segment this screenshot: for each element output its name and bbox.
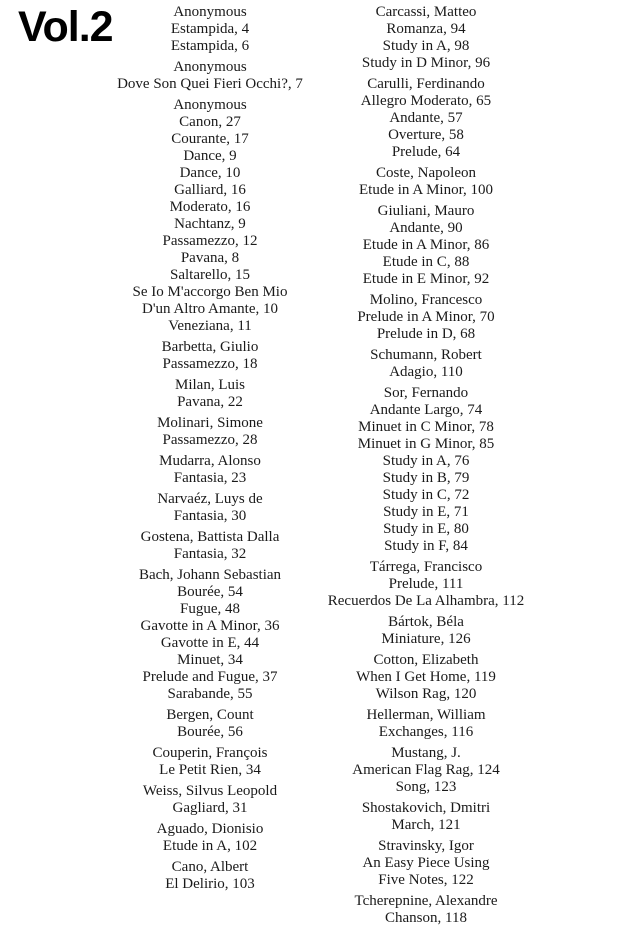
- piece-entry: Study in A, 98: [382, 38, 470, 54]
- composer-name: Mustang, J.: [391, 745, 461, 761]
- piece-entry: Etude in A, 102: [162, 838, 258, 854]
- composer-group: [105, 491, 315, 525]
- piece-entry: D'un Altro Amante, 10: [141, 301, 279, 317]
- piece-entry: Bourée, 54: [177, 584, 243, 600]
- piece-entry: Song, 123: [395, 779, 457, 795]
- piece-entry: March, 121: [391, 817, 461, 833]
- piece-entry: Fantasia, 30: [173, 508, 247, 524]
- composer-group: [105, 97, 315, 335]
- composer-name: Shostakovich, Dmitri: [361, 800, 491, 816]
- composer-group: [105, 707, 315, 741]
- piece-entry: Study in E, 71: [383, 504, 469, 520]
- composer-name: Cotton, Elizabeth: [373, 652, 479, 668]
- composer-group: [312, 385, 540, 555]
- composer-group: [312, 893, 540, 927]
- piece-entry: Study in F, 84: [384, 538, 468, 554]
- composer-name: Schumann, Robert: [370, 347, 482, 363]
- piece-entry: Prelude, 64: [391, 144, 461, 160]
- composer-name: Aguado, Dionisio: [156, 821, 264, 837]
- piece-entry: Chanson, 118: [385, 910, 467, 926]
- piece-entry: Pavana, 8: [180, 250, 240, 266]
- composer-group: [312, 800, 540, 834]
- composer-group: [105, 745, 315, 779]
- composer-name: Giuliani, Mauro: [377, 203, 475, 219]
- piece-entry: Study in D Minor, 96: [361, 55, 491, 71]
- piece-entry: Gagliard, 31: [172, 800, 248, 816]
- composer-name: Couperin, François: [152, 745, 268, 761]
- piece-entry: Le Petit Rien, 34: [159, 762, 261, 778]
- piece-entry: Study in B, 79: [382, 470, 470, 486]
- composer-group: [312, 76, 540, 161]
- composer-group: [105, 339, 315, 373]
- volume-label: Vol.2: [18, 3, 113, 51]
- composer-name: Narvaéz, Luys de: [157, 491, 263, 507]
- composer-name: Sor, Fernando: [383, 385, 469, 401]
- composer-group: [105, 4, 315, 55]
- piece-entry: Gavotte in E, 44: [160, 635, 260, 651]
- piece-entry: Canon, 27: [179, 114, 241, 130]
- composer-name: Carcassi, Matteo: [375, 4, 477, 20]
- composer-name: Bergen, Count: [166, 707, 254, 723]
- piece-entry: Etude in A Minor, 86: [362, 237, 490, 253]
- piece-entry: Minuet, 34: [177, 652, 243, 668]
- piece-entry: Exchanges, 116: [378, 724, 474, 740]
- piece-entry: Five Notes, 122: [378, 872, 474, 888]
- composer-group: [105, 567, 315, 703]
- piece-entry: Passamezzo, 28: [162, 432, 258, 448]
- composer-name: Tárrega, Francisco: [369, 559, 483, 575]
- composer-name: Molino, Francesco: [369, 292, 483, 308]
- piece-entry: Saltarello, 15: [170, 267, 250, 283]
- piece-entry: Etude in A Minor, 100: [359, 182, 493, 198]
- composer-group: [312, 203, 540, 288]
- piece-entry: An Easy Piece Using: [362, 855, 490, 871]
- composer-group: [105, 529, 315, 563]
- piece-entry: Wilson Rag, 120: [375, 686, 477, 702]
- composer-group: [105, 783, 315, 817]
- composer-name: Barbetta, Giulio: [161, 339, 259, 355]
- piece-entry: Prelude and Fugue, 37: [142, 669, 278, 685]
- composer-name: Molinari, Simone: [157, 415, 263, 431]
- piece-entry: Allegro Moderato, 65: [360, 93, 492, 109]
- piece-entry: Fugue, 48: [180, 601, 240, 617]
- composer-name: Mudarra, Alonso: [159, 453, 261, 469]
- piece-entry: Andante, 57: [389, 110, 463, 126]
- composer-name: Stravinsky, Igor: [378, 838, 474, 854]
- left-index-column: [105, 4, 315, 893]
- composer-group: [105, 859, 315, 893]
- piece-entry: Passamezzo, 12: [162, 233, 258, 249]
- composer-name: Bártok, Béla: [388, 614, 464, 630]
- composer-group: [312, 4, 540, 72]
- piece-entry: Prelude in D, 68: [376, 326, 476, 342]
- piece-entry: Nachtanz, 9: [174, 216, 246, 232]
- piece-entry: Study in E, 80: [383, 521, 469, 537]
- piece-entry: Bourée, 56: [177, 724, 243, 740]
- piece-entry: Estampida, 6: [170, 38, 250, 54]
- piece-entry: Andante Largo, 74: [369, 402, 483, 418]
- piece-entry: Veneziana, 11: [168, 318, 252, 334]
- piece-entry: Pavana, 22: [177, 394, 243, 410]
- composer-name: Tcherepnine, Alexandre: [354, 893, 498, 909]
- composer-group: [312, 614, 540, 648]
- piece-entry: Estampida, 4: [170, 21, 250, 37]
- composer-name: Anonymous: [173, 4, 247, 20]
- piece-entry: Se Io M'accorgo Ben Mio: [132, 284, 288, 300]
- composer-group: [312, 559, 540, 610]
- composer-group: [312, 292, 540, 343]
- composer-name: Anonymous: [173, 97, 247, 113]
- composer-group: [312, 347, 540, 381]
- composer-group: [105, 821, 315, 855]
- composer-name: Milan, Luis: [175, 377, 245, 393]
- piece-entry: Gavotte in A Minor, 36: [140, 618, 280, 634]
- composer-name: Cano, Albert: [171, 859, 249, 875]
- composer-group: [105, 453, 315, 487]
- piece-entry: Overture, 58: [388, 127, 464, 143]
- composer-group: [312, 652, 540, 703]
- composer-group: [312, 165, 540, 199]
- piece-entry: Dance, 9: [183, 148, 237, 164]
- piece-entry: Etude in C, 88: [382, 254, 470, 270]
- piece-entry: Fantasia, 32: [173, 546, 247, 562]
- piece-entry: Moderato, 16: [169, 199, 251, 215]
- piece-entry: Dove Son Quei Fieri Occhi?, 7: [117, 76, 303, 92]
- composer-group: [312, 838, 540, 889]
- composer-group: [105, 377, 315, 411]
- composer-name: Bach, Johann Sebastian: [138, 567, 282, 583]
- composer-name: Coste, Napoleon: [376, 165, 476, 181]
- piece-entry: Study in C, 72: [382, 487, 470, 503]
- composer-group: [105, 59, 315, 93]
- composer-group: [105, 415, 315, 449]
- composer-name: Anonymous: [173, 59, 247, 75]
- piece-entry: Minuet in C Minor, 78: [358, 419, 494, 435]
- piece-entry: Courante, 17: [171, 131, 249, 147]
- piece-entry: Galliard, 16: [174, 182, 246, 198]
- piece-entry: When I Get Home, 119: [356, 669, 496, 685]
- composer-name: Hellerman, William: [366, 707, 486, 723]
- composer-group: [312, 745, 540, 796]
- piece-entry: Prelude, 111: [388, 576, 464, 592]
- composer-group: [312, 707, 540, 741]
- piece-entry: Romanza, 94: [386, 21, 466, 37]
- piece-entry: Dance, 10: [179, 165, 241, 181]
- piece-entry: Etude in E Minor, 92: [362, 271, 490, 287]
- piece-entry: Minuet in G Minor, 85: [357, 436, 495, 452]
- piece-entry: El Delirio, 103: [165, 876, 255, 892]
- composer-name: Gostena, Battista Dalla: [140, 529, 280, 545]
- piece-entry: Recuerdos De La Alhambra, 112: [327, 593, 525, 609]
- piece-entry: Study in A, 76: [382, 453, 470, 469]
- right-index-column: [312, 4, 540, 927]
- piece-entry: Prelude in A Minor, 70: [357, 309, 495, 325]
- piece-entry: Sarabande, 55: [167, 686, 253, 702]
- piece-entry: Adagio, 110: [389, 364, 463, 380]
- piece-entry: Passamezzo, 18: [162, 356, 258, 372]
- piece-entry: American Flag Rag, 124: [352, 762, 500, 778]
- composer-name: Carulli, Ferdinando: [367, 76, 485, 92]
- piece-entry: Miniature, 126: [381, 631, 471, 647]
- composer-name: Weiss, Silvus Leopold: [142, 783, 278, 799]
- piece-entry: Fantasia, 23: [173, 470, 247, 486]
- piece-entry: Andante, 90: [389, 220, 463, 236]
